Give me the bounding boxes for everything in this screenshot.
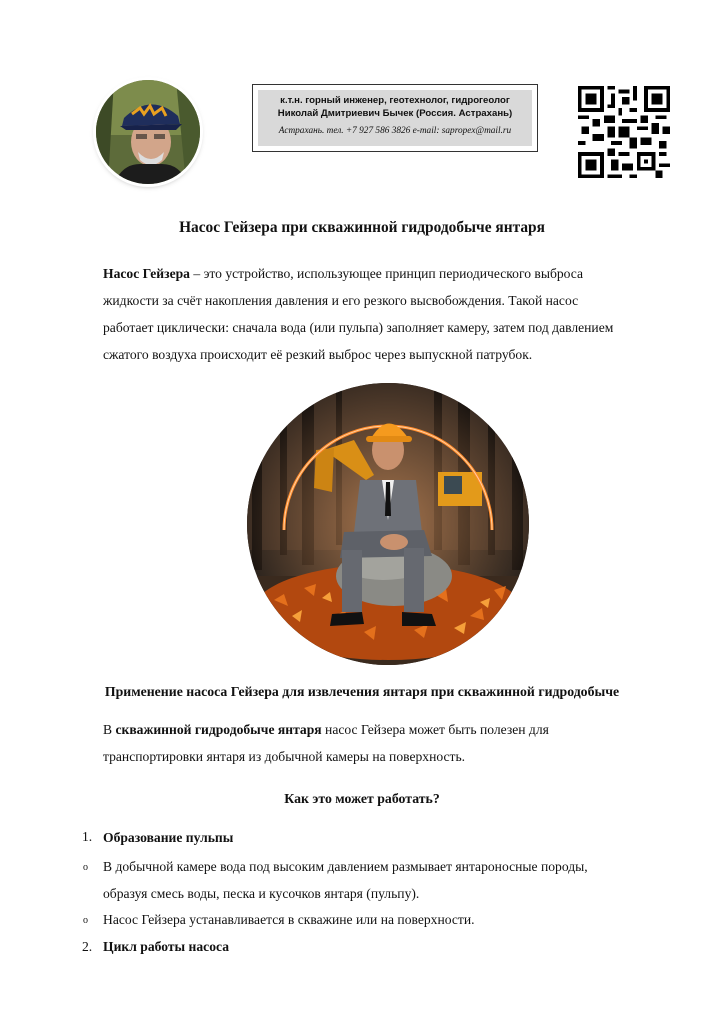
intro-text: – это устройство, использующее принцип периодического выброса жидкости за счёт накопления давления и его резкого высвобождения. Такой насос работает циклически: сначала вода (или пульпа) заполняет камеру, затем под давлением сжатого воздуха происходит её резкий выброс через выпускной патрубок.: [103, 266, 614, 362]
author-name: Николай Дмитриевич Бычек (Россия. Астрахань): [277, 108, 513, 119]
author-info-box: [252, 84, 538, 152]
application-term: скважинной гидродобыче янтаря: [115, 722, 322, 737]
step-title: Образование пульпы: [103, 830, 234, 845]
document-title: Насос Гейзера при скважинной гидродобыче янтаря: [179, 219, 545, 236]
step-number: 2.: [82, 939, 93, 954]
author-contact: Астрахань. тел. +7 927 586 3826 e-mail: sapropex@mail.ru: [278, 126, 512, 136]
application-text: насос Гейзера может быть полезен для транспортировки янтаря из добычной камеры на поверхность.: [103, 722, 549, 764]
hero-illustration: [244, 380, 532, 668]
list-item: Насос Гейзера устанавливается в скважине или на поверхности.: [103, 912, 475, 927]
bullet-marker: o: [83, 862, 88, 873]
author-avatar: [96, 80, 200, 184]
list-item: В добычной камере вода под высоким давлением размывает янтароносные породы, образуя смесь воды, песка и кусочков янтаря (пульпу).: [103, 859, 588, 901]
intro-term: Насос Гейзера: [103, 266, 190, 281]
application-paragraph: [103, 716, 623, 770]
how-heading: Как это может работать?: [284, 791, 440, 806]
bullet-marker: o: [83, 915, 88, 926]
step-title: Цикл работы насоса: [103, 939, 230, 954]
author-credentials: к.т.н. горный инженер, геотехнолог, гидрогеолог: [280, 95, 510, 106]
intro-paragraph: [103, 260, 623, 368]
qr-code-icon: [578, 86, 670, 178]
section-heading: Применение насоса Гейзера для извлечения янтаря при скважинной гидродобыче: [104, 684, 620, 699]
application-prefix: В: [103, 722, 116, 737]
step-number: 1.: [82, 829, 93, 844]
